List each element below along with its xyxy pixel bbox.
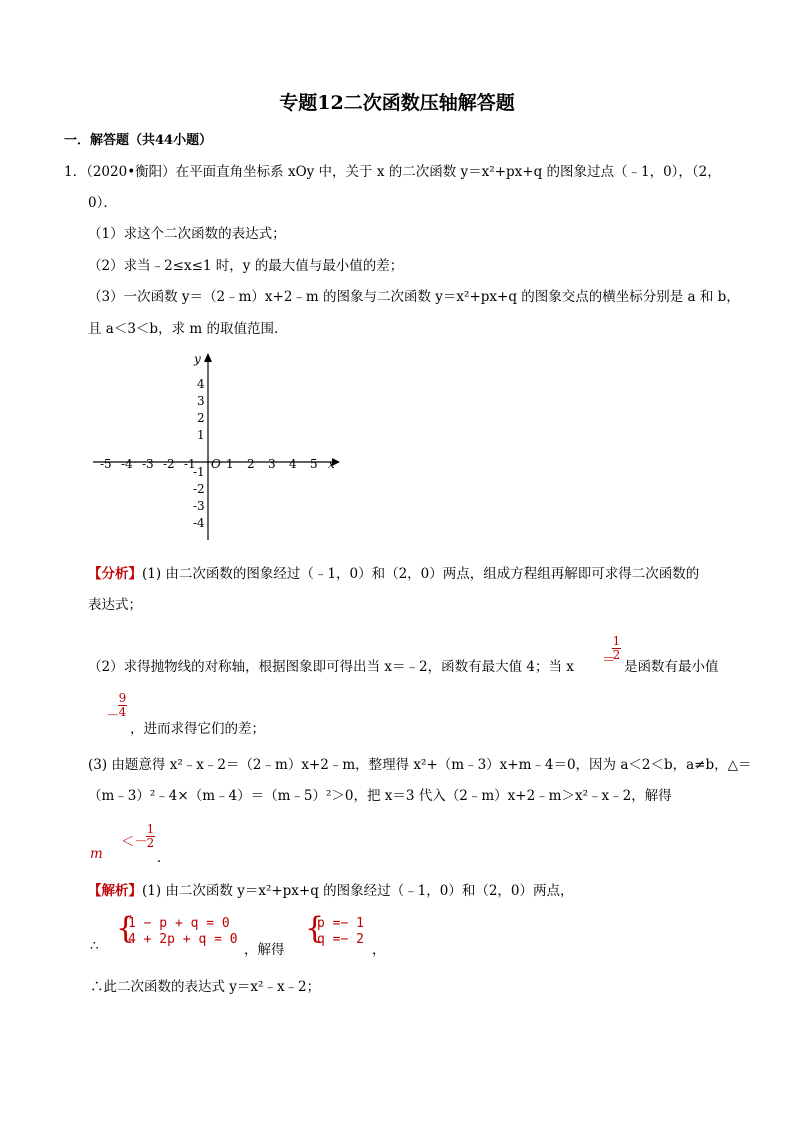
x-tick: -2	[163, 457, 175, 471]
min-sign: －	[106, 708, 120, 724]
result-q: q =− 2	[317, 932, 364, 947]
solve-word: ，解得	[244, 942, 285, 958]
equation-1: 1 − p + q = 0	[128, 916, 230, 931]
x-tick: -1	[184, 457, 196, 471]
equation-system	[128, 916, 238, 948]
x-tick: -3	[142, 457, 154, 471]
fraction-nine-fourths	[118, 693, 127, 718]
analysis-tag: 【分析】	[88, 566, 142, 582]
denominator: 2	[146, 836, 155, 850]
y-axis-label: y	[194, 352, 201, 366]
numerator: 9	[118, 691, 127, 705]
y-tick: 2	[197, 411, 205, 425]
question-1: （1）求这个二次函数的表达式；	[88, 226, 286, 242]
analysis-line-3: (3) 由题意得 x²﹣x﹣2＝（2﹣m）x+2﹣m，整理得 x²+（m﹣3）x+m﹣4＝0，因为 a＜2＜b，a≠b，△＝	[88, 757, 752, 773]
analysis-eq-sign: ＝	[602, 652, 616, 668]
x-tick: 4	[289, 457, 297, 471]
origin-label: O	[211, 457, 221, 471]
x-tick: 3	[268, 457, 276, 471]
solution-line-1	[88, 879, 574, 899]
equation-2: 4 + 2p + q = 0	[128, 932, 238, 947]
section-heading: 一．解答题（共44小题）	[64, 133, 213, 148]
analysis-line-1	[88, 562, 699, 582]
result-comma: ，	[372, 942, 386, 958]
fraction-one-half	[612, 636, 621, 661]
solution-text-1: (1) 由二次函数 y＝x²+px+q 的图象经过（﹣1，0）和（2，0）两点，	[142, 883, 574, 899]
question-3: （3）一次函数 y＝（2﹣m）x+2﹣m 的图象与二次函数 y＝x²+px+q 的图象交点的横坐标分别是 a 和 b，	[88, 289, 740, 305]
x-tick: 5	[310, 457, 318, 471]
solution-expression: ∴此二次函数的表达式 y＝x²﹣x﹣2；	[90, 979, 321, 995]
x-tick: 2	[247, 457, 255, 471]
analysis-line-2: （2）求得抛物线的对称轴，根据图象即可得出当 x＝﹣2，函数有最大值 4；当 x	[88, 659, 574, 675]
x-tick: -5	[100, 457, 112, 471]
y-tick: -1	[193, 465, 205, 479]
question-3-cont: 且 a＜3＜b，求 m 的取值范围．	[88, 321, 288, 337]
left-brace: {	[116, 911, 136, 946]
problem-line-1: 1．（2020•衡阳）在平面直角坐标系 xOy 中，关于 x 的二次函数 y＝x²+px+q 的图象过点（﹣1，0），（2，	[64, 164, 721, 180]
numerator: 1	[146, 822, 155, 836]
analysis-line-1b: 表达式；	[88, 597, 142, 613]
var-m: m	[90, 846, 103, 862]
less-than-neg: ＜－	[121, 834, 148, 850]
solution-system	[317, 916, 364, 948]
x-tick: -4	[121, 457, 133, 471]
denominator: 2	[612, 648, 621, 662]
therefore-symbol: ∴	[90, 938, 99, 954]
y-tick: 3	[197, 394, 205, 408]
left-brace: {	[305, 911, 325, 946]
problem-line-2: 0）．	[88, 195, 117, 211]
question-2: （2）求当﹣2≤x≤1 时，y 的最大值与最小值的差；	[88, 258, 404, 274]
y-tick: -2	[193, 482, 205, 496]
x-axis-label: x	[328, 457, 335, 471]
analysis-line-2b: 是函数有最小值	[624, 659, 719, 675]
page-title: 专题12二次函数压轴解答题	[279, 92, 515, 114]
numerator: 1	[612, 634, 621, 648]
y-tick: -4	[193, 516, 205, 530]
denominator: 4	[118, 705, 127, 719]
analysis-text-1: (1) 由二次函数的图象经过（﹣1，0）和（2，0）两点，组成方程组再解即可求得二次函数的	[142, 566, 700, 582]
solution-tag: 【解析】	[88, 883, 142, 899]
coordinate-grid	[88, 350, 348, 545]
fraction-one-half-m	[146, 824, 155, 849]
x-tick: 1	[226, 457, 234, 471]
analysis-line-2c: ，进而求得它们的差；	[130, 721, 265, 737]
y-tick: -3	[193, 499, 205, 513]
analysis-end: ．	[157, 850, 171, 866]
result-p: p =− 1	[317, 916, 364, 931]
analysis-line-3b: （m﹣3）²﹣4×（m﹣4）＝（m﹣5）²＞0，把 x＝3 代入（2﹣m）x+2﹣m＞x²﹣x﹣2，解得	[88, 788, 672, 804]
y-tick: 4	[197, 377, 205, 391]
y-tick: 1	[197, 428, 205, 442]
